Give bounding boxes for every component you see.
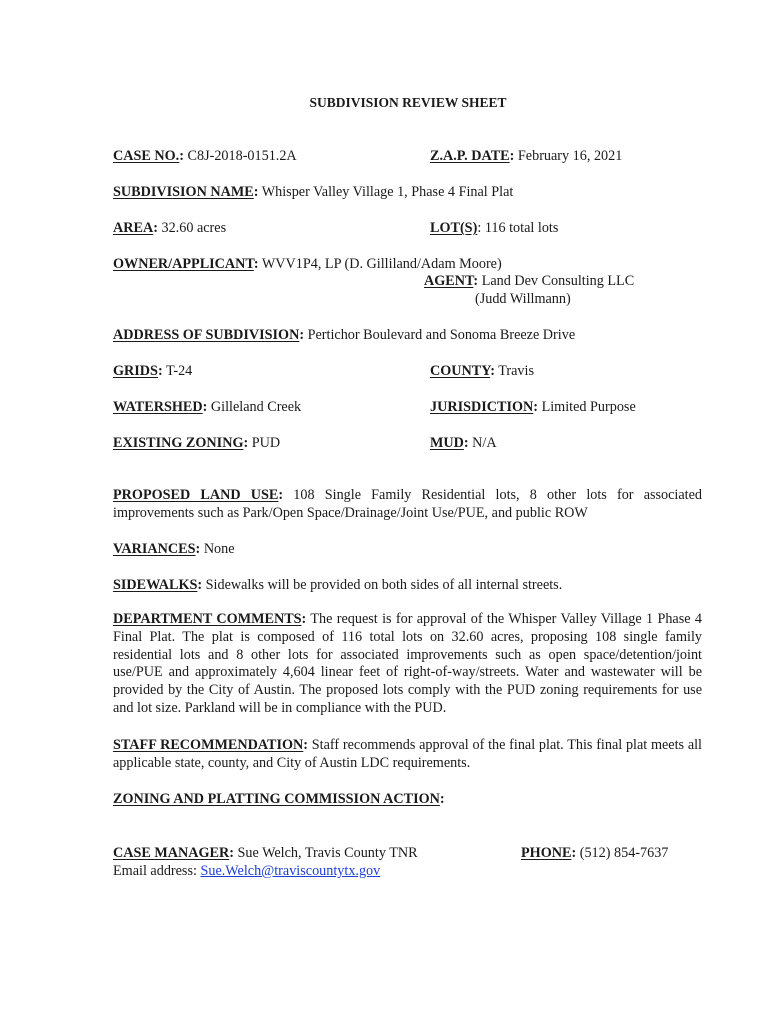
staff-recommendation-value: Staff recommends approval of the final plat. This final plat meets all applicable state, county, and City of Austin LDC requirements. — [113, 737, 703, 771]
jurisdiction-label: JURISDICTION — [430, 399, 534, 415]
owner-value: WVV1P4, LP (D. Gilliland/Adam Moore) — [261, 256, 502, 272]
agent-value: Land Dev Consulting LLC — [481, 273, 635, 289]
owner-field: OWNER/APPLICANT: WVV1P4, LP (D. Gilliland/Adam Moore) — [113, 256, 502, 272]
address-value: Pertichor Boulevard and Sonoma Breeze Drive — [307, 327, 576, 343]
agent-field: AGENT: Land Dev Consulting LLC — [424, 273, 635, 289]
county-value: Travis — [498, 363, 534, 379]
sidewalks-value: Sidewalks will be provided on both sides of all internal streets. — [205, 577, 563, 593]
department-comments-value: The request is for approval of the Whisper Valley Village 1 Phase 4 Final Plat. The plat is composed of 116 total lots on 32.60 acres, proposing 108 single family residential lots and 8 other lots for associated improvements such as open space/detention/joint use/PUE and approximately 4,604 linear feet of right-of-way/streets. Water and wastewater will be provided by the City of Austin. The proposed lots comply with the PUD zoning requirements for use and lot size. Parkland will be in compliance with the PUD. — [113, 611, 702, 716]
land-use-value: 108 Single Family Residential lots, 8 other lots for associated improvements such as Park/Open Space/Drainage/Joint Use/PUE, and public ROW — [113, 487, 702, 521]
jurisdiction-value: Limited Purpose — [541, 399, 636, 415]
mud-label: MUD — [430, 435, 464, 451]
phone-value: (512) 854-7637 — [579, 845, 669, 861]
subdivision-name-field: SUBDIVISION NAME: Whisper Valley Village 1, Phase 4 Final Plat — [113, 184, 514, 200]
grids-field: GRIDS: T-24 — [113, 363, 193, 379]
subdivision-name-value: Whisper Valley Village 1, Phase 4 Final Plat — [261, 184, 514, 200]
zoning-field: EXISTING ZONING: PUD — [113, 435, 281, 451]
owner-label: OWNER/APPLICANT — [113, 256, 254, 272]
address-label: ADDRESS OF SUBDIVISION — [113, 327, 300, 343]
address-field: ADDRESS OF SUBDIVISION: Pertichor Boulevard and Sonoma Breeze Drive — [113, 327, 576, 343]
email-field — [113, 862, 380, 880]
watershed-label: WATERSHED — [113, 399, 203, 415]
zoning-value: PUD — [251, 435, 281, 451]
department-comments-label: DEPARTMENT COMMENTS — [113, 611, 302, 627]
land-use-paragraph: PROPOSED LAND USE: 108 Single Family Residential lots, 8 other lots for associated improvements such as Park/Open Space/Drainage/Joint Use/PUE, and public ROW — [113, 487, 702, 521]
agent-contact: (Judd Willmann) — [475, 291, 571, 307]
lots-label: LOT(S) — [430, 220, 478, 236]
watershed-value: Gilleland Creek — [210, 399, 302, 415]
zap-date-label: Z.A.P. DATE — [430, 148, 510, 164]
case-no-label: CASE NO. — [113, 148, 180, 164]
document-title: SUBDIVISION REVIEW SHEET — [309, 95, 507, 110]
mud-field: MUD: N/A — [430, 435, 497, 451]
area-value: 32.60 acres — [161, 220, 227, 236]
commission-action-label: ZONING AND PLATTING COMMISSION ACTION — [113, 791, 440, 807]
county-label: COUNTY — [430, 363, 491, 379]
case-manager-field: CASE MANAGER: Sue Welch, Travis County TNR — [113, 845, 418, 861]
zoning-label: EXISTING ZONING — [113, 435, 244, 451]
variances-label: VARIANCES — [113, 541, 196, 557]
county-field: COUNTY: Travis — [430, 363, 534, 379]
zap-date-value: February 16, 2021 — [517, 148, 623, 164]
variances-field: VARIANCES: None — [113, 541, 235, 557]
area-label: AREA — [113, 220, 154, 236]
mud-value: N/A — [472, 435, 497, 451]
subdivision-name-label: SUBDIVISION NAME — [113, 184, 254, 200]
lots-field: LOT(S): 116 total lots — [430, 220, 559, 236]
staff-recommendation-paragraph: STAFF RECOMMENDATION: Staff recommends approval of the final plat. This final plat meets all applicable state, county, and City of Austin LDC requirements. — [113, 737, 703, 771]
grids-value: T-24 — [165, 363, 193, 379]
staff-recommendation-label: STAFF RECOMMENDATION — [113, 737, 304, 753]
department-comments-paragraph: DEPARTMENT COMMENTS: The request is for approval of the Whisper Valley Village 1 Phase 4 Final Plat. The plat is composed of 116 total lots on 32.60 acres, proposing 108 single family residential lots and 8 other lots for associated improvements such as open space/detention/joint use/PUE and approximately 4,604 linear feet of right-of-way/streets. Water and wastewater will be provided by the City of Austin. The proposed lots comply with the PUD zoning requirements for use and lot size. Parkland will be in compliance with the PUD. — [113, 611, 702, 716]
email-label: Email address: — [113, 863, 197, 879]
sidewalks-label: SIDEWALKS — [113, 577, 198, 593]
agent-label: AGENT — [424, 273, 474, 289]
land-use-label: PROPOSED LAND USE — [113, 487, 279, 503]
case-no-field: CASE NO.: C8J-2018-0151.2A — [113, 148, 297, 164]
email-link[interactable]: Sue.Welch@traviscountytx.gov — [200, 863, 381, 879]
case-no-value: C8J-2018-0151.2A — [187, 148, 297, 164]
grids-label: GRIDS — [113, 363, 158, 379]
case-manager-label: CASE MANAGER — [113, 845, 230, 861]
zap-date-field: Z.A.P. DATE: February 16, 2021 — [430, 148, 623, 164]
watershed-field: WATERSHED: Gilleland Creek — [113, 399, 302, 415]
lots-value: 116 total lots — [484, 220, 559, 236]
jurisdiction-field: JURISDICTION: Limited Purpose — [430, 399, 636, 415]
phone-label: PHONE — [521, 845, 572, 861]
phone-field: PHONE: (512) 854-7637 — [521, 845, 669, 861]
case-manager-value: Sue Welch, Travis County TNR — [237, 845, 418, 861]
commission-action-field: ZONING AND PLATTING COMMISSION ACTION: — [113, 791, 445, 807]
area-field: AREA: 32.60 acres — [113, 220, 227, 236]
sidewalks-field: SIDEWALKS: Sidewalks will be provided on both sides of all internal streets. — [113, 577, 563, 593]
variances-value: None — [203, 541, 235, 557]
